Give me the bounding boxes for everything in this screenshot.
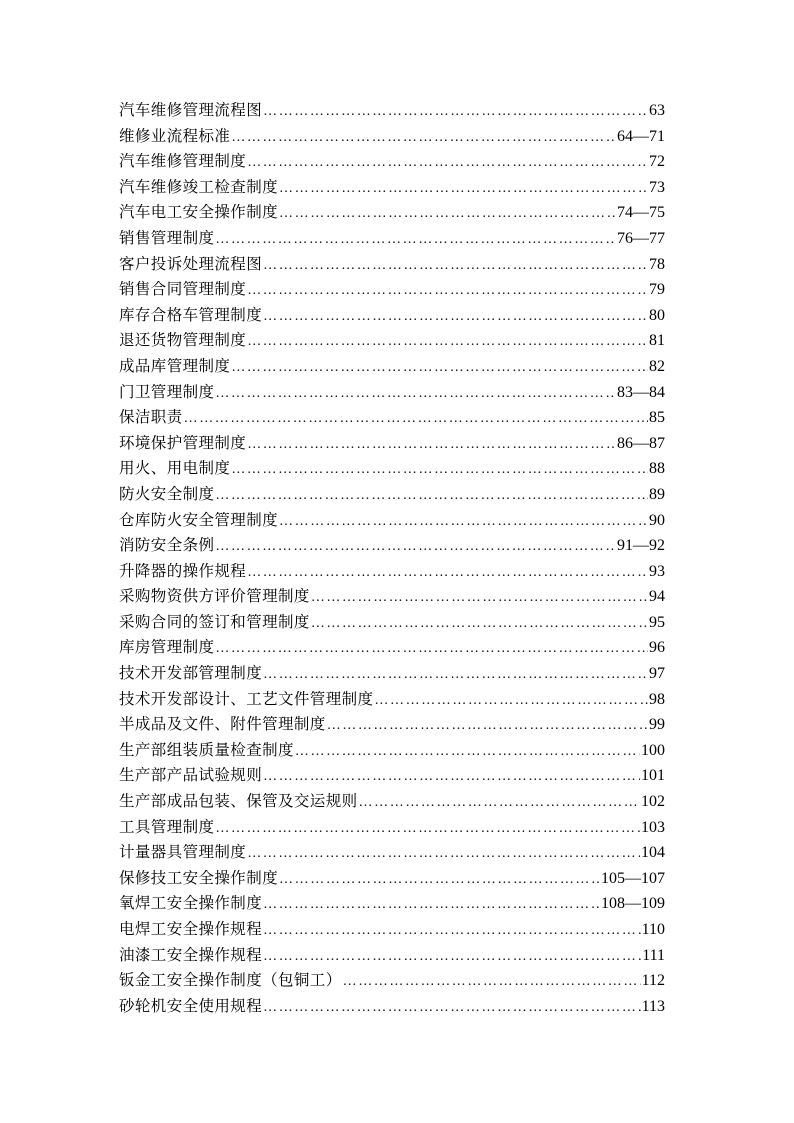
toc-entry-page: 103 [641,818,665,836]
toc-entry-page: 88 [649,460,665,478]
toc-entry-page: 93 [649,562,665,580]
toc-entry-page: 94 [649,588,665,606]
toc-dot-leader [343,969,641,995]
toc-entry-page: 108—109 [601,895,665,913]
toc-entry-page: 96 [649,639,665,657]
toc-dot-leader [359,790,640,816]
toc-entry-page: 110 [641,921,665,938]
toc-dot-leader [311,611,648,637]
toc-entry-page: 102 [641,793,665,811]
toc-dot-leader [263,253,648,279]
toc-entry-page: 98 [649,690,665,708]
toc-dot-leader [295,739,640,765]
toc-entry[interactable] [119,917,671,943]
toc-entry[interactable] [119,994,671,1020]
toc-dot-leader [279,201,616,227]
toc-entry[interactable] [119,635,671,661]
toc-entry-title: 库存合格车管理制度 [119,305,263,324]
toc-entry-page: 89 [649,485,665,503]
toc-entry-page: 113 [641,997,665,1015]
toc-entry[interactable] [119,200,671,226]
toc-dot-leader [215,816,640,842]
toc-entry-title: 防火安全制度 [119,484,215,503]
toc-entry-page: 74—75 [617,204,665,222]
toc-dot-leader [231,457,648,483]
toc-dot-leader [263,918,640,944]
toc-entry[interactable] [119,98,671,124]
toc-entry[interactable] [119,712,671,738]
toc-entry-title: 门卫管理制度 [119,382,215,401]
toc-entry-title: 库房管理制度 [119,638,215,657]
toc-entry-title: 技术开发部管理制度 [119,664,263,683]
toc-dot-leader [184,406,648,432]
toc-entry[interactable] [119,456,671,482]
toc-entry-page: 83—84 [617,383,665,401]
toc-dot-leader [279,176,648,202]
toc-entry-page: 101 [641,767,665,785]
toc-entry-page: 91—92 [617,537,665,555]
toc-entry-page: 63 [649,102,665,119]
toc-entry-page: 112 [641,972,665,990]
toc-dot-leader [263,892,600,918]
toc-entry-title: 生产部成品包装、保管及交运规则 [119,792,358,811]
toc-entry[interactable] [119,891,671,917]
toc-entry[interactable] [119,252,671,278]
toc-entry-title: 销售合同管理制度 [119,280,247,299]
toc-entry-page: 111 [642,946,665,964]
toc-entry[interactable] [119,431,671,457]
toc-entry-title: 仓库防火安全管理制度 [119,510,279,529]
toc-entry-title: 保洁职责 [119,408,183,427]
toc-entry-title: 生产部组装质量检查制度 [119,740,294,759]
toc-entry-title: 汽车维修竣工检查制度 [119,177,279,196]
toc-dot-leader [263,99,648,125]
toc-dot-leader [215,636,648,662]
toc-entry[interactable] [119,610,671,636]
toc-dot-leader [311,585,648,611]
toc-entry-page: 64—71 [617,127,665,145]
toc-entry-page: 81 [649,332,665,350]
toc-entry[interactable] [119,661,671,687]
toc-entry-page: 78 [649,255,665,273]
table-of-contents [119,98,671,1019]
toc-entry-page: 105—107 [601,869,665,887]
toc-entry[interactable] [119,968,671,994]
toc-entry-page: 85 [649,409,665,427]
toc-dot-leader [247,560,648,586]
toc-entry[interactable] [119,840,671,866]
toc-entry-title: 保修技工安全操作制度 [119,868,279,887]
toc-entry[interactable] [119,763,671,789]
toc-entry-title: 电焊工安全操作规程 [119,920,263,938]
toc-dot-leader [215,534,616,560]
toc-entry[interactable] [119,175,671,201]
toc-entry[interactable] [119,277,671,303]
toc-entry-title: 砂轮机安全使用规程 [119,996,263,1015]
toc-entry-title: 汽车维修管理流程图 [119,101,263,119]
toc-entry[interactable] [119,559,671,585]
toc-entry-title: 计量器具管理制度 [119,843,247,862]
toc-entry-title: 汽车维修管理制度 [119,152,247,171]
toc-entry[interactable] [119,380,671,406]
toc-entry-title: 汽车电工安全操作制度 [119,203,279,222]
toc-dot-leader [247,841,640,867]
toc-entry-title: 销售管理制度 [119,228,215,247]
toc-entry[interactable] [119,584,671,610]
toc-entry-title: 升降器的操作规程 [119,561,247,580]
toc-entry-title: 生产部产品试验规则 [119,766,263,785]
toc-entry[interactable] [119,303,671,329]
toc-entry-page: 82 [649,357,665,375]
toc-entry-page: 90 [649,511,665,529]
toc-entry[interactable] [119,226,671,252]
toc-entry-page: 79 [649,281,665,299]
toc-entry[interactable] [119,354,671,380]
toc-entry-page: 104 [641,844,665,862]
toc-dot-leader [263,304,648,330]
toc-dot-leader [279,509,648,535]
toc-entry-title: 环境保护管理制度 [119,433,247,452]
toc-entry-page: 100 [641,741,665,759]
toc-entry-page: 76—77 [617,229,665,247]
toc-entry-page: 86—87 [617,434,665,452]
toc-dot-leader [327,713,648,739]
toc-entry-title: 消防安全条例 [119,536,215,555]
toc-entry[interactable] [119,124,671,150]
toc-entry[interactable] [119,508,671,534]
toc-entry-page: 95 [649,613,665,631]
toc-entry-title: 退还货物管理制度 [119,331,247,350]
toc-dot-leader [263,995,640,1021]
toc-entry[interactable] [119,687,671,713]
toc-entry[interactable] [119,789,671,815]
toc-dot-leader [247,278,648,304]
toc-entry-title: 客户投诉处理流程图 [119,254,263,273]
toc-entry-title: 用火、用电制度 [119,459,231,478]
toc-entry-title: 钣金工安全操作制度（包铜工） [119,971,342,990]
toc-entry-title: 维修业流程标准 [119,126,231,145]
toc-entry-title: 油漆工安全操作规程 [119,945,263,964]
toc-dot-leader [215,381,616,407]
toc-entry[interactable] [119,149,671,175]
toc-entry[interactable] [119,943,671,969]
toc-entry[interactable] [119,328,671,354]
toc-entry[interactable] [119,482,671,508]
toc-dot-leader [247,150,648,176]
toc-dot-leader [215,227,616,253]
toc-entry[interactable] [119,405,671,431]
toc-dot-leader [247,329,648,355]
toc-entry-title: 采购合同的签订和管理制度 [119,612,310,631]
toc-entry-page: 73 [649,178,665,196]
toc-entry-title: 半成品及文件、附件管理制度 [119,715,326,734]
toc-entry-page: 80 [649,306,665,324]
toc-entry-page: 72 [649,153,665,171]
toc-dot-leader [279,867,600,893]
toc-entry[interactable] [119,738,671,764]
toc-dot-leader [231,355,648,381]
toc-entry[interactable] [119,533,671,559]
toc-entry[interactable] [119,866,671,892]
toc-dot-leader [374,688,648,714]
toc-entry-title: 成品库管理制度 [119,356,231,375]
toc-dot-leader [247,432,616,458]
toc-dot-leader [263,944,641,970]
toc-entry-title: 氧焊工安全操作制度 [119,894,263,913]
toc-entry-title: 技术开发部设计、工艺文件管理制度 [119,689,374,708]
toc-dot-leader [215,483,648,509]
toc-dot-leader [263,764,640,790]
toc-dot-leader [231,125,616,151]
toc-entry-title: 工具管理制度 [119,817,215,836]
toc-entry-page: 97 [649,665,665,683]
toc-dot-leader [263,662,648,688]
toc-entry-title: 采购物资供方评价管理制度 [119,587,310,606]
toc-entry-page: 99 [649,716,665,734]
toc-entry[interactable] [119,815,671,841]
